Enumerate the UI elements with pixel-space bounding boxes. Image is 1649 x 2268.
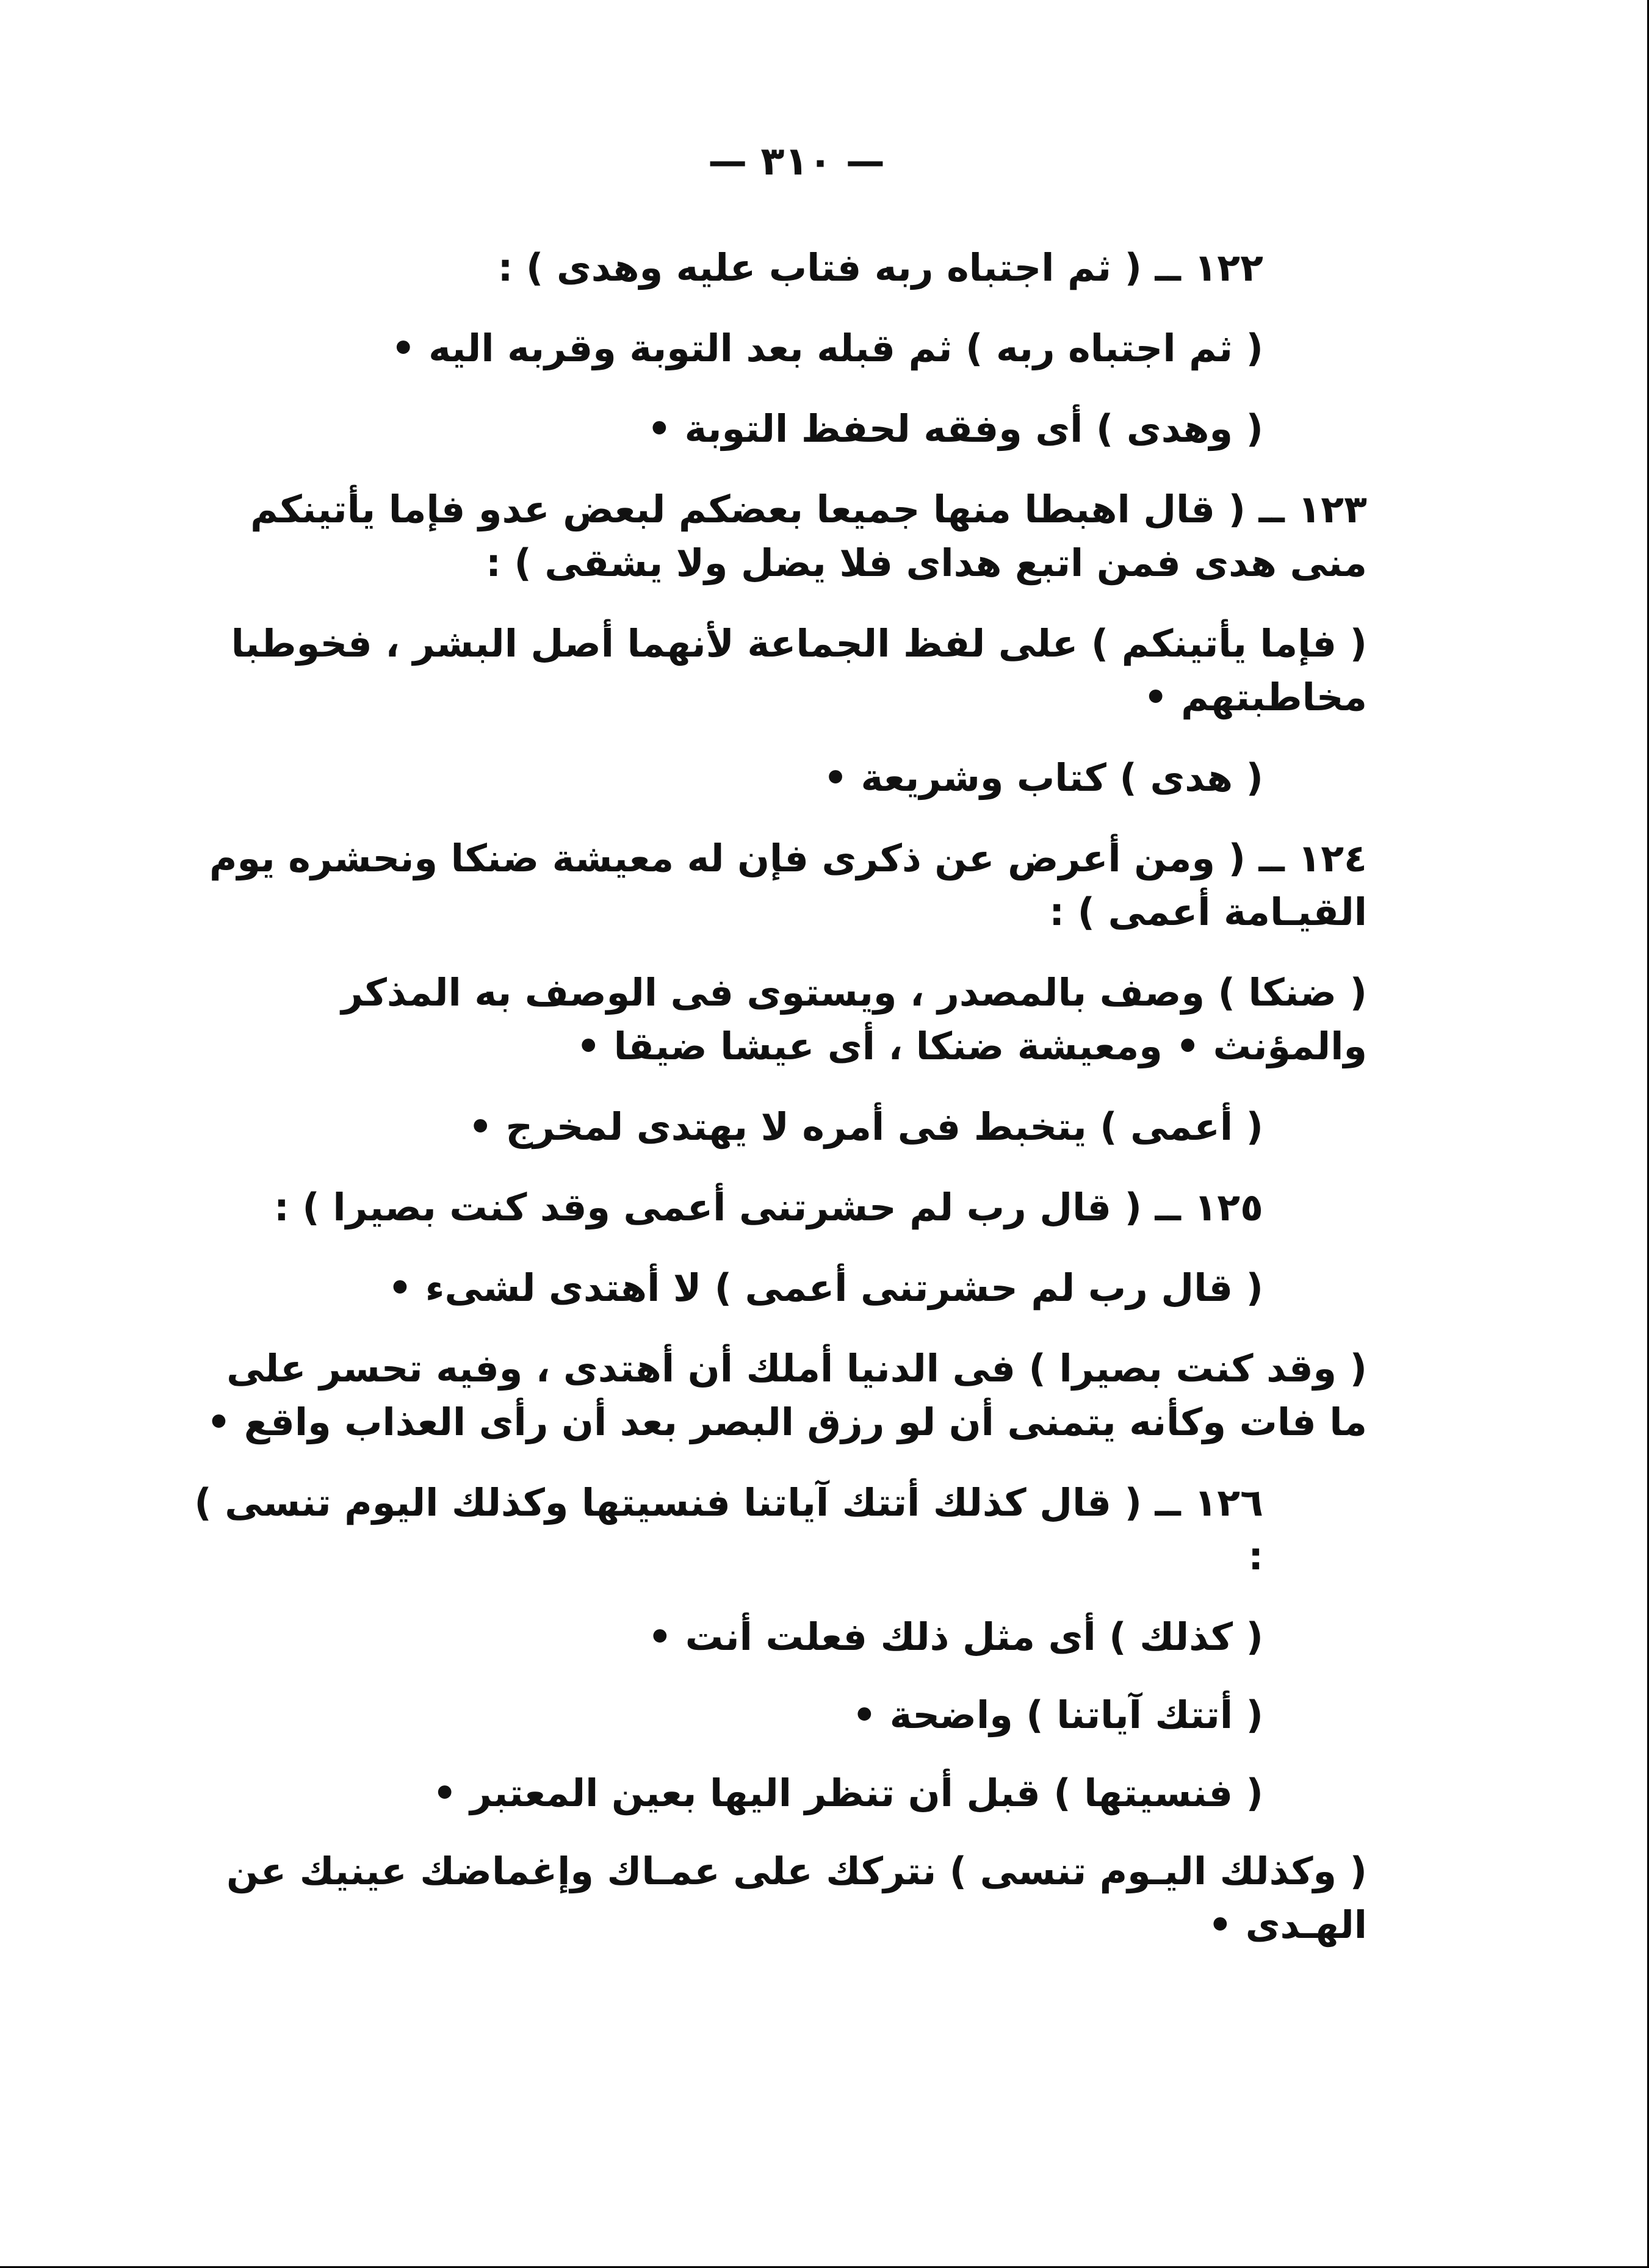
page-body [183,241,1367,1979]
verse-124-heading: ١٢٤ ــ ( ومن أعرض عن ذكرى فإن له معيشة ضنكا ونحشره يوم القيـامة أعمى ) : [209,836,1367,934]
commentary-paragraph: ( فنسيتها ) قبل أن تنظر اليها بعين المعتبر • [432,1771,1263,1815]
verse-125-heading: ١٢٥ ــ ( قال رب لم حشرتنى أعمى وقد كنت بصيرا ) : [274,1185,1263,1229]
commentary-paragraph: ( قال رب لم حشرتنى أعمى ) لا أهتدى لشىء • [388,1265,1263,1310]
commentary-paragraph: ( أعمى ) يتخبط فى أمره لا يهتدى لمخرج • [468,1104,1263,1149]
commentary-paragraph: ( فإما يأتينكم ) على لفظ الجماعة لأنهما أصل البشر ، فخوطبا مخاطبتهم • [231,621,1367,719]
commentary-paragraph: ( ضنكا ) وصف بالمصدر ، ويستوى فى الوصف به المذكر والمؤنث • ومعيشة ضنكا ، أى عيشا ضيقا • [341,970,1367,1068]
commentary-paragraph: ( وكذلك اليـوم تنسى ) نتركك على عمـاك وإغماضك عينيك عن الهـدى • [226,1849,1367,1947]
commentary-paragraph: ( كذلك ) أى مثل ذلك فعلت أنت • [648,1615,1263,1659]
commentary-paragraph: ( هدى ) كتاب وشريعة • [823,755,1263,800]
commentary-paragraph: ( ثم اجتباه ربه ) ثم قبله بعد التوبة وقربه اليه • [391,326,1263,370]
page-number: — ٣١٠ — [708,139,885,184]
verse-123-heading: ١٢٣ ــ ( قال اهبطا منها جميعا بعضكم لبعض عدو فإما يأتينكم منى هدى فمن اتبع هداى فلا يضل ولا يشقى ) : [250,487,1367,585]
commentary-paragraph: ( أتتك آياتنا ) واضحة • [852,1693,1263,1737]
verse-126-heading: ١٢٦ ــ ( قال كذلك أتتك آياتنا فنسيتها وكذلك اليوم تنسى ) : [194,1480,1263,1579]
commentary-paragraph: ( وهدى ) أى وفقه لحفظ التوبة • [647,406,1263,451]
commentary-paragraph: ( وقد كنت بصيرا ) فى الدنيا أملك أن أهتدى ، وفيه تحسر على ما فات وكأنه يتمنى أن لو رزق البصر بعد أن رأى العذاب واقع • [206,1346,1367,1444]
verse-122-heading: ١٢٢ ــ ( ثم اجتباه ربه فتاب عليه وهدى ) : [497,245,1263,290]
